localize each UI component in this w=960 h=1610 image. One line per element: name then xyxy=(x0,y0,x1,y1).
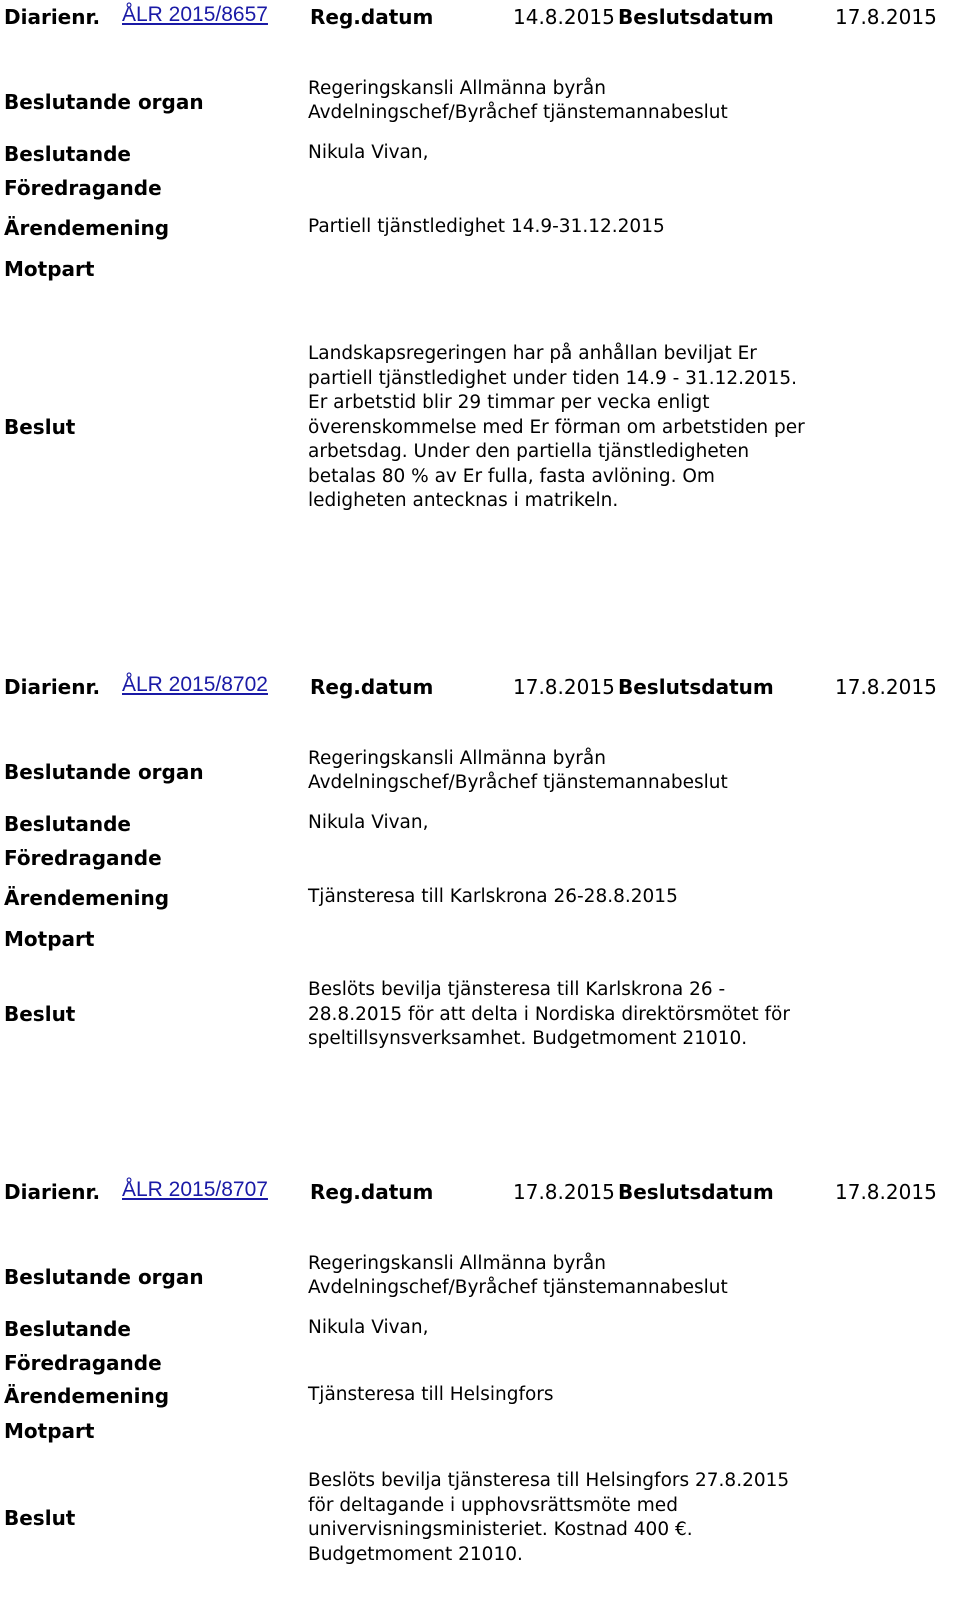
beslutande-organ-label: Beslutande organ xyxy=(4,1265,204,1289)
beslutande-label: Beslutande xyxy=(4,142,131,166)
beslutande-organ-label: Beslutande organ xyxy=(4,90,204,114)
arendemening-label: Ärendemening xyxy=(4,216,170,240)
beslutsdatum-value: 17.8.2015 xyxy=(835,5,937,29)
beslutande-organ-line-2: Avdelningschef/Byråchef tjänstemannabeslut xyxy=(308,102,728,123)
beslutande-value: Nikula Vivan, xyxy=(308,142,429,163)
beslutande-organ-label: Beslutande organ xyxy=(4,760,204,784)
beslut-text xyxy=(308,1469,848,1567)
foredragande-label: Föredragande xyxy=(4,176,162,200)
beslut-label: Beslut xyxy=(4,1002,76,1026)
beslut-text xyxy=(308,978,848,1052)
beslut-line: partiell tjänstledighet under tiden 14.9 - 31.12.2015. xyxy=(308,367,797,389)
beslutsdatum-value: 17.8.2015 xyxy=(835,1180,937,1204)
beslut-line: Beslöts bevilja tjänsteresa till Helsingfors 27.8.2015 xyxy=(308,1470,790,1491)
regdatum-value: 17.8.2015 xyxy=(513,675,615,699)
beslut-label: Beslut xyxy=(4,1506,76,1530)
beslutande-organ-line-2: Avdelningschef/Byråchef tjänstemannabeslut xyxy=(308,1277,728,1298)
beslutsdatum-label: Beslutsdatum xyxy=(618,5,774,29)
beslut-line: speltillsynsverksamhet. Budgetmoment 21010. xyxy=(308,1028,748,1049)
beslutande-label: Beslutande xyxy=(4,812,131,836)
arendemening-value: Tjänsteresa till Karlskrona 26-28.8.2015 xyxy=(308,886,678,907)
beslutande-organ-line-1: Regeringskansli Allmänna byrån xyxy=(308,748,606,769)
motpart-label: Motpart xyxy=(4,1419,95,1443)
regdatum-value: 14.8.2015 xyxy=(513,5,615,29)
beslutsdatum-label: Beslutsdatum xyxy=(618,675,774,699)
beslutsdatum-value: 17.8.2015 xyxy=(835,675,937,699)
beslut-line: arbetsdag. Under den partiella tjänstledigheten xyxy=(308,441,750,462)
arendemening-label: Ärendemening xyxy=(4,1384,170,1408)
diarienr-link[interactable]: ÅLR 2015/8657 xyxy=(122,3,268,26)
beslut-line: betalas 80 % av Er fulla, fasta avlöning. Om xyxy=(308,465,715,487)
beslutande-label: Beslutande xyxy=(4,1317,131,1341)
beslut-line: Budgetmoment 21010. xyxy=(308,1543,523,1565)
regdatum-value: 17.8.2015 xyxy=(513,1180,615,1204)
beslut-line: 28.8.2015 för att delta i Nordiska direktörsmötet för xyxy=(308,1003,790,1025)
diarienr-label: Diarienr. xyxy=(4,675,101,699)
beslut-line: Landskapsregeringen har på anhållan beviljat Er xyxy=(308,343,757,364)
regdatum-label: Reg.datum xyxy=(310,5,434,29)
diarienr-label: Diarienr. xyxy=(4,5,101,29)
beslut-label: Beslut xyxy=(4,415,76,439)
regdatum-label: Reg.datum xyxy=(310,675,434,699)
diarienr-link[interactable]: ÅLR 2015/8702 xyxy=(122,673,268,696)
foredragande-label: Föredragande xyxy=(4,1351,162,1375)
beslutande-value: Nikula Vivan, xyxy=(308,1317,429,1338)
beslut-line: för deltagande i upphovsrättsmöte med xyxy=(308,1494,678,1516)
motpart-label: Motpart xyxy=(4,257,95,281)
diarienr-link[interactable]: ÅLR 2015/8707 xyxy=(122,1178,268,1201)
motpart-label: Motpart xyxy=(4,927,95,951)
arendemening-value: Partiell tjänstledighet 14.9-31.12.2015 xyxy=(308,216,665,237)
beslut-line: Beslöts bevilja tjänsteresa till Karlskrona 26 - xyxy=(308,979,726,1000)
beslut-line: Er arbetstid blir 29 timmar per vecka enligt xyxy=(308,392,710,413)
beslutande-organ-line-1: Regeringskansli Allmänna byrån xyxy=(308,1253,606,1274)
foredragande-label: Föredragande xyxy=(4,846,162,870)
beslutande-value: Nikula Vivan, xyxy=(308,812,429,833)
diarienr-label: Diarienr. xyxy=(4,1180,101,1204)
beslut-line: överenskommelse med Er förman om arbetstiden per xyxy=(308,416,805,438)
beslutande-organ-line-2: Avdelningschef/Byråchef tjänstemannabeslut xyxy=(308,772,728,793)
beslut-text xyxy=(308,342,848,514)
beslutande-organ-line-1: Regeringskansli Allmänna byrån xyxy=(308,78,606,99)
regdatum-label: Reg.datum xyxy=(310,1180,434,1204)
arendemening-label: Ärendemening xyxy=(4,886,170,910)
beslutsdatum-label: Beslutsdatum xyxy=(618,1180,774,1204)
beslut-line: univervisningsministeriet. Kostnad 400 €. xyxy=(308,1519,693,1540)
beslut-line: ledigheten antecknas i matrikeln. xyxy=(308,490,619,511)
arendemening-value: Tjänsteresa till Helsingfors xyxy=(308,1384,554,1405)
